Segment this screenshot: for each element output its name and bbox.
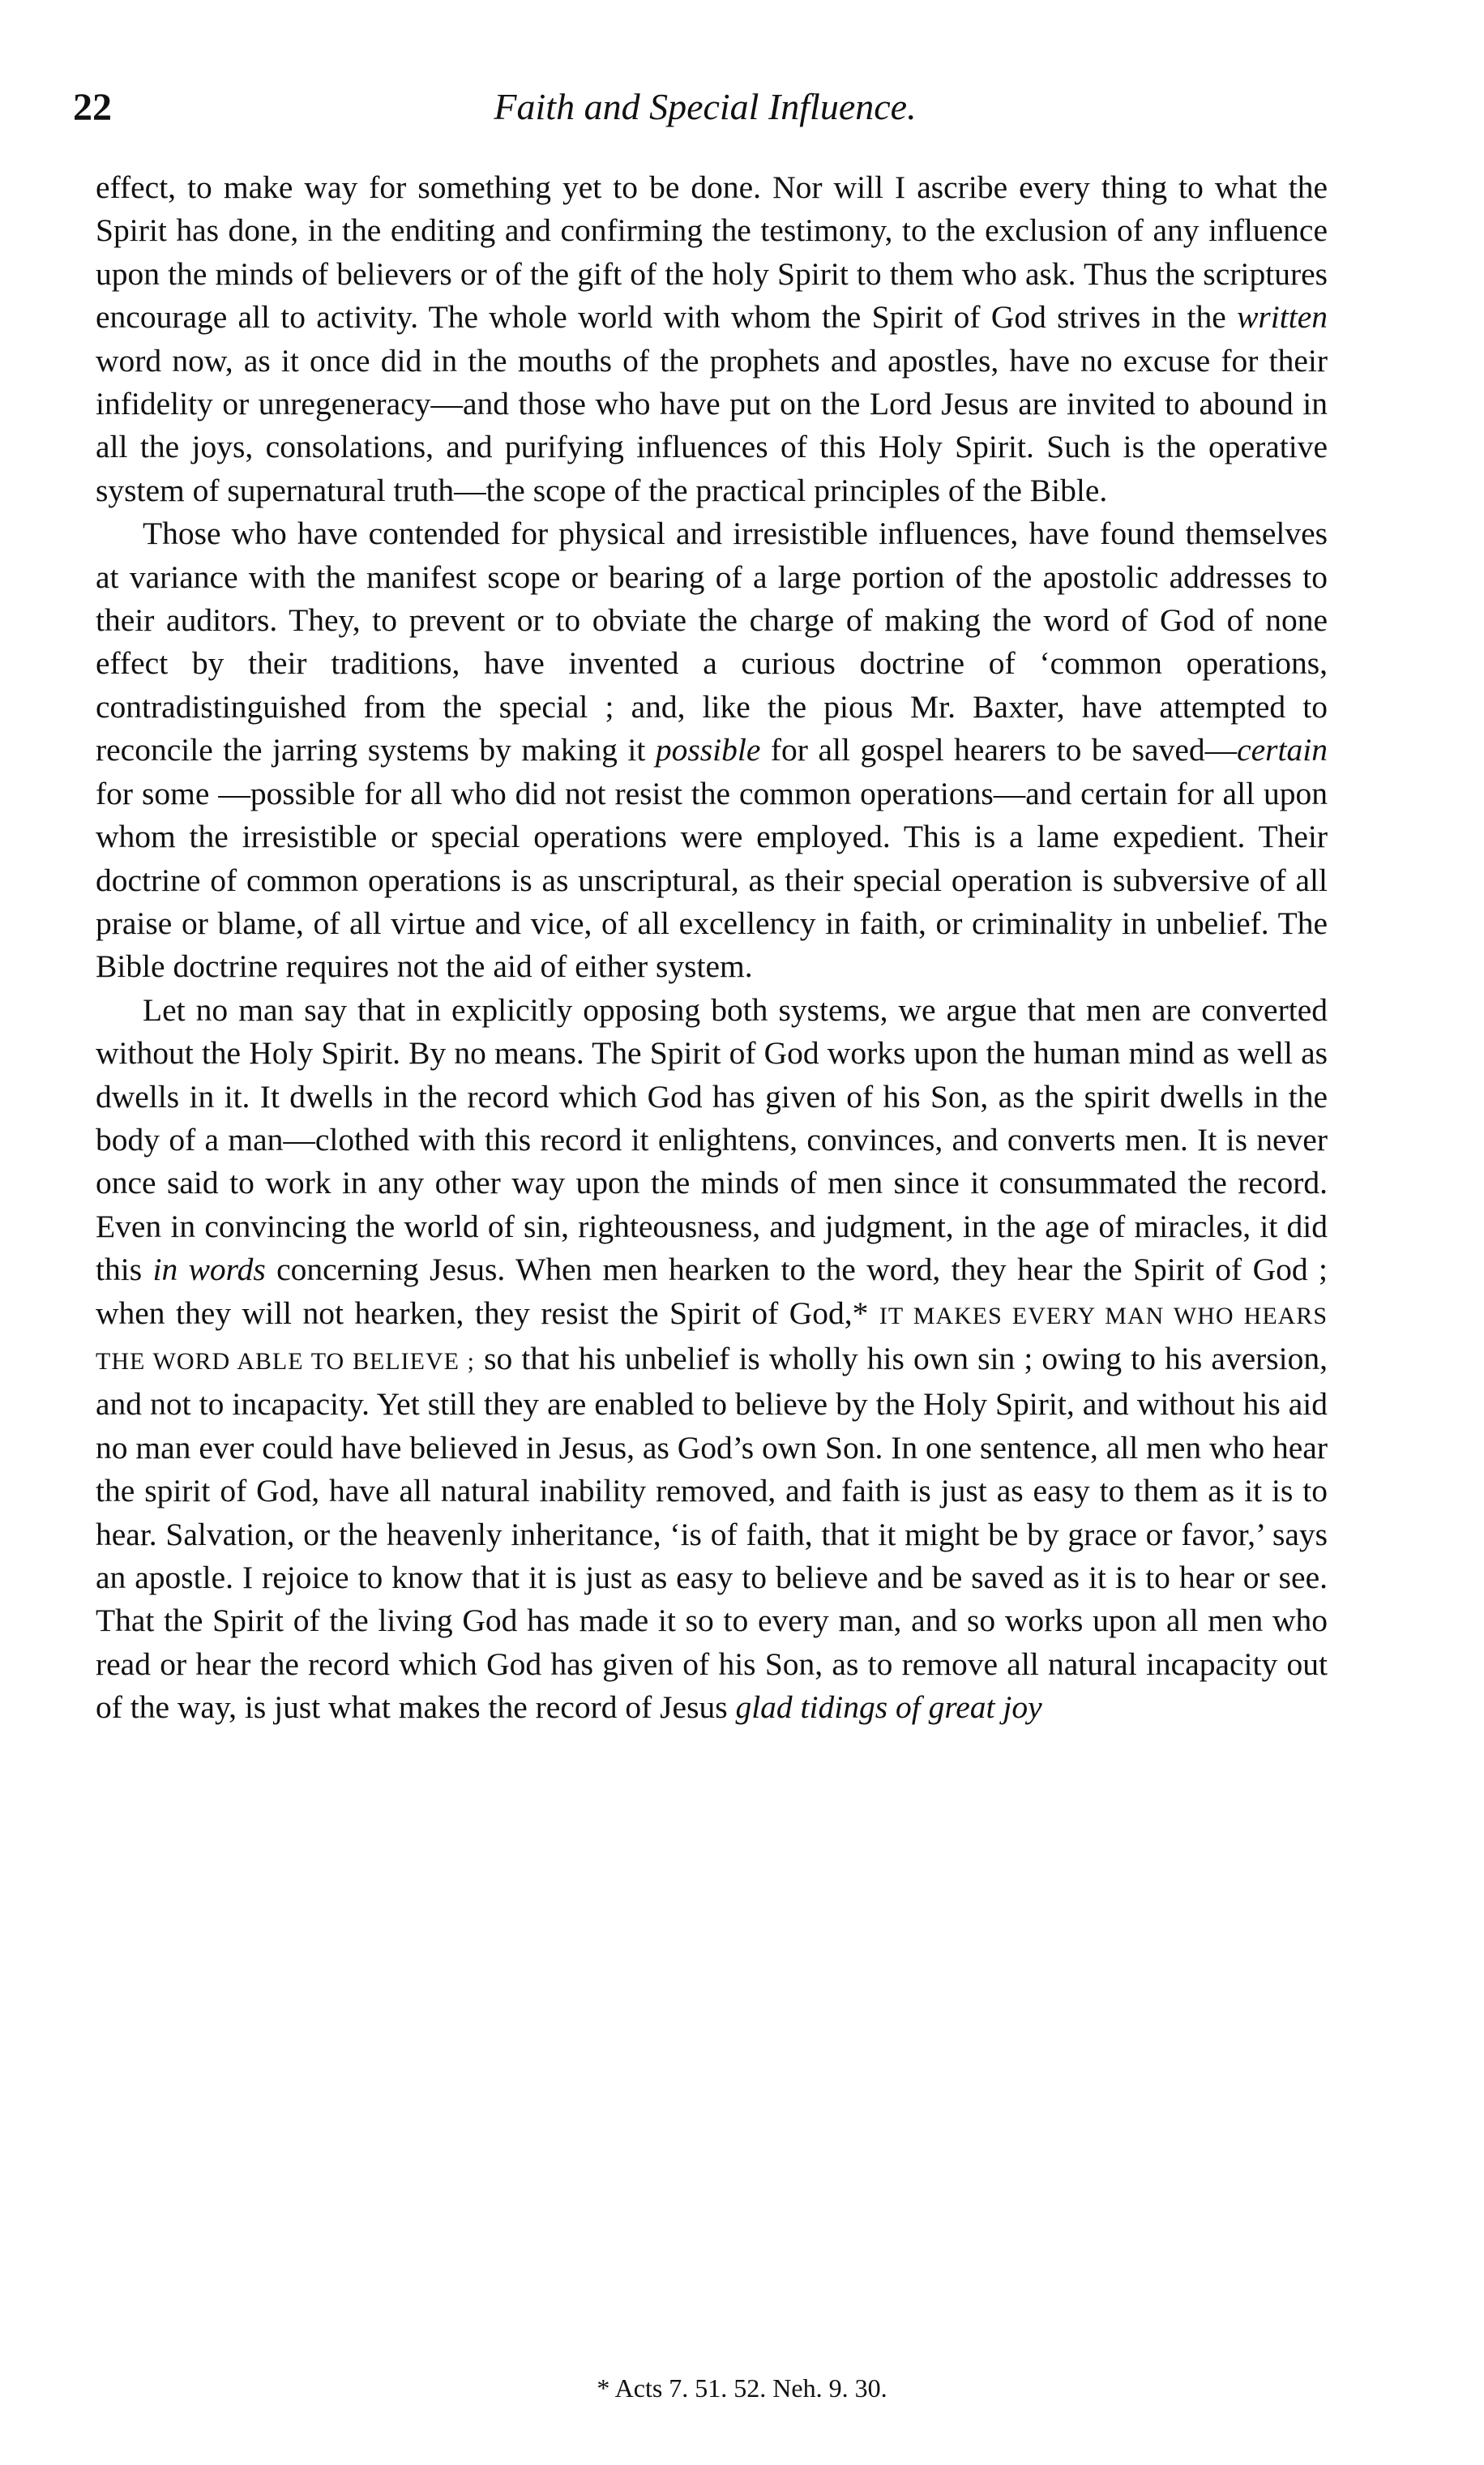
paragraph-3: [96, 989, 1328, 1730]
paragraph-2: [96, 512, 1328, 988]
paragraph-1: [96, 166, 1328, 512]
text-run: Those who have contended for physical and irresistible influences, have found themselves at variance with the manifest scope or bearing of a large portion of the apostolic addresses to their auditors. They, to prevent or to obviate the charge of making the word of God of none effect by their traditions, have invented a curious doctrine of ‘common operations, contradistinguished from the special ; and, like the pious Mr. Baxter, have attempted to reconcile the jarring systems by making it: [96, 516, 1328, 768]
page-header: [73, 85, 1337, 142]
text-run: for all gospel hearers to be saved—: [760, 732, 1238, 768]
italic-text: glad tidings of great joy: [735, 1689, 1042, 1726]
italic-text: written: [1237, 299, 1328, 336]
text-run: for some —possible for all who did not resist the common operations—and certain for all upon whom the irresistible or special operations were employed. This is a lame expedient. Their doctrine of common operations is as unscriptural, as their special operation is subversive of all praise or blame, of all virtue and vice, of all excellency in faith, or criminality in unbelief. The Bible doctrine requires not the aid of either system.: [96, 775, 1328, 985]
italic-text: certain: [1237, 732, 1328, 768]
italic-text: possible: [655, 732, 761, 768]
text-run: word now, as it once did in the mouths of the prophets and apostles, have no excuse for their infidelity or unregeneracy—and those who have put on the Lord Jesus are invited to abound in all the joys, consolations, and purifying influences of this Holy Spirit. Such is the operative system of supernatural truth—the scope of the practical principles of the Bible.: [96, 342, 1328, 508]
text-run: Let no man say that in explicitly opposing both systems, we argue that men are converted without the Holy Spirit. By no means. The Spirit of God works upon the human mind as well as dwells in it. It dwells in the record which God has given of his Son, as the spirit dwells in the body of a man—clothed with this record it enlightens, convinces, and converts men. It is never once said to work in any other way upon the minds of men since it consummated the record. Even in convincing the world of sin, righteousness, and judgment, in the age of miracles, it did this: [96, 991, 1328, 1288]
page-number: 22: [73, 86, 112, 129]
small-caps-text: IT MAKES EVERY MAN WHO HEARS THE WORD ABLE TO BELIEVE ;: [96, 1302, 1328, 1375]
text-run: so that his unbelief is wholly his own sin ; owing to his aversion, and not to incapacity. Yet still they are enabled to believe by the Holy Spirit, and without his aid no man ever could have believed in Jesus, as God’s own Son. In one sentence, all men who hear the spirit of God, have all natural inability removed, and faith is just as easy to them as it is to hear. Salvation, or the heavenly inheritance, ‘is of faith, that it might be by grace or favor,’ says an apostle. I rejoice to know that it is just as easy to believe and be saved as it is to hear or see. That the Spirit of the living God has made it so to every man, and so works upon all men who read or hear the record which God has given of his Son, as to remove all natural incapacity out of the way, is just what makes the record of Jesus: [96, 1340, 1328, 1726]
text-run: concerning Jesus. When men hearken to the word, they hear the Spirit of God ; when they will not hearken, they resist the Spirit of God,*: [96, 1252, 1328, 1331]
body-text: [96, 166, 1328, 1730]
running-title: Faith and Special Influence.: [494, 86, 917, 127]
text-run: effect, to make way for something yet to be done. Nor will I ascribe every thing to what the Spirit has done, in the enditing and confirming the testimony, to the exclusion of any influence upon the minds of believers or of the gift of the holy Spirit to them who ask. Thus the scriptures encourage all to activity. The whole world with whom the Spirit of God strives in the: [96, 169, 1328, 336]
italic-text: in words: [152, 1252, 266, 1288]
footnote: * Acts 7. 51. 52. Neh. 9. 30.: [597, 2373, 887, 2403]
